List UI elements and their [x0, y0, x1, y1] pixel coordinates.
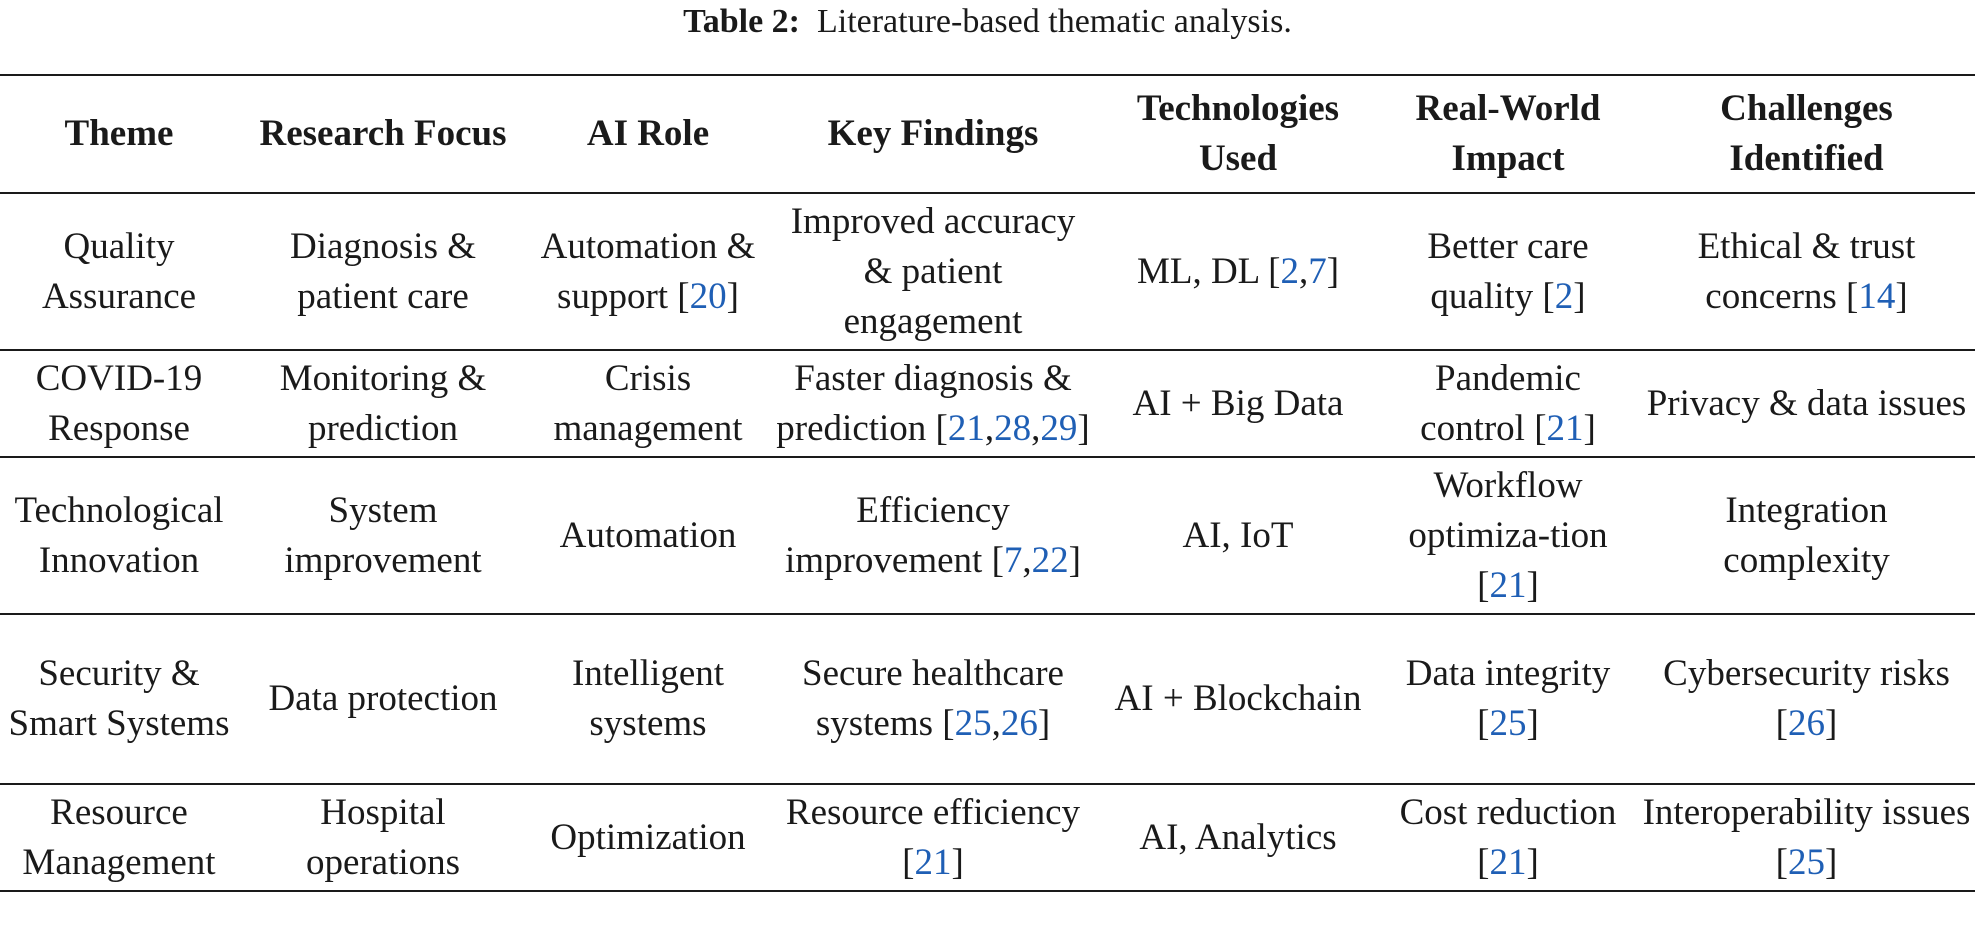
cell-text: Ethical & trust concerns [: [1697, 225, 1916, 317]
cell-text: Cost reduction [: [1399, 791, 1617, 883]
citation-close: ]: [1583, 407, 1596, 449]
cell-ai-role: Automation: [528, 457, 768, 614]
table-row: [0, 784, 1975, 891]
header-ai-role: AI Role: [528, 75, 768, 193]
cell-text: Faster diagnosis & prediction [: [776, 357, 1072, 449]
cell-research-focus: Data protection: [238, 614, 528, 784]
cell-technologies-used: AI, Analytics: [1098, 784, 1378, 891]
citation-link[interactable]: 22: [1031, 539, 1069, 581]
header-key-findings: Key Findings: [768, 75, 1098, 193]
cell-text: Secure healthcare systems [: [802, 653, 1064, 744]
citation-link[interactable]: 21: [1489, 564, 1527, 606]
citation-link[interactable]: 2: [1554, 275, 1574, 317]
cell-key-findings: Improved accuracy & patient engagement: [768, 193, 1098, 350]
cell-text: Efficiency improvement [: [785, 489, 1010, 581]
citation-close: ]: [1326, 250, 1340, 292]
header-row: [0, 75, 1975, 193]
cell-real-world-impact: [1378, 784, 1638, 891]
cell-research-focus: Hospital operations: [238, 784, 528, 891]
citation-link[interactable]: 7: [1308, 250, 1327, 292]
cell-research-focus: System improvement: [238, 457, 528, 614]
cell-real-world-impact: [1378, 614, 1638, 784]
citation-link[interactable]: 25: [1489, 703, 1527, 744]
citation-link[interactable]: 21: [1489, 841, 1527, 883]
citation-link[interactable]: 7: [1003, 539, 1023, 581]
cell-challenges-identified: [1638, 614, 1975, 784]
cell-technologies-used: AI + Blockchain: [1098, 614, 1378, 784]
cell-theme: Quality Assurance: [0, 193, 238, 350]
citation-link[interactable]: 21: [1546, 407, 1584, 449]
cell-text: Automation & support [: [540, 225, 756, 317]
table-row: [0, 193, 1975, 350]
header-theme: Theme: [0, 75, 238, 193]
caption-label: Table 2:: [683, 3, 800, 40]
cell-text: Cybersecurity risks [: [1663, 653, 1950, 744]
cell-key-findings: Efficiency improvement [7,22]: [768, 457, 1098, 614]
cell-key-findings: Faster diagnosis & prediction [21,28,29]: [768, 350, 1098, 457]
cell-research-focus: Monitoring & prediction: [238, 350, 528, 457]
cell-theme: COVID-19 Response: [0, 350, 238, 457]
cell-theme: Technological Innovation: [0, 457, 238, 614]
citation-close: ]: [1526, 841, 1539, 883]
cell-ai-role: Crisis management: [528, 350, 768, 457]
citation-link[interactable]: 20: [689, 275, 727, 317]
cell-ai-role: Intelligent systems: [528, 614, 768, 784]
cell-technologies-used: ML, DL [2,7]: [1098, 193, 1378, 350]
citation-link[interactable]: 26: [1788, 703, 1825, 744]
citation-link[interactable]: 14: [1858, 275, 1896, 317]
header-real-world-impact: Real-World Impact: [1378, 75, 1638, 193]
cell-text: Workflow optimiza-tion [: [1408, 464, 1608, 606]
citation-close: ]: [1526, 703, 1539, 744]
header-technologies-used: Technologies Used: [1098, 75, 1378, 193]
cell-technologies-used: AI + Big Data: [1098, 350, 1378, 457]
table-row: [0, 350, 1975, 457]
citation-close: ]: [1068, 539, 1081, 581]
cell-theme: Security & Smart Systems: [0, 614, 238, 784]
citation-close: ]: [1573, 275, 1586, 317]
citation-link[interactable]: 26: [1000, 703, 1038, 744]
table-caption: [0, 0, 1975, 44]
citation-close: ]: [726, 275, 739, 317]
cell-key-findings: Secure healthcare systems [25,26]: [768, 614, 1098, 784]
cell-theme: Resource Management: [0, 784, 238, 891]
citation-link[interactable]: 21: [914, 841, 952, 883]
cell-research-focus: Diagnosis & patient care: [238, 193, 528, 350]
cell-technologies-used: AI, IoT: [1098, 457, 1378, 614]
header-research-focus: Research Focus: [238, 75, 528, 193]
cell-text: Resource efficiency [: [785, 791, 1081, 883]
cell-text: Interoperability issues [: [1642, 791, 1971, 883]
cell-key-findings: [768, 784, 1098, 891]
citation-close: ]: [1037, 703, 1051, 744]
citation-close: ]: [1077, 407, 1090, 449]
cell-challenges-identified: [1638, 784, 1975, 891]
table-row: [0, 457, 1975, 614]
thematic-analysis-table: [0, 74, 1975, 892]
citation-close: ]: [1526, 564, 1539, 606]
cell-text: Better care quality [: [1427, 225, 1589, 317]
citation-link[interactable]: 28: [994, 407, 1032, 449]
citation-link[interactable]: 29: [1040, 407, 1078, 449]
citation-close: ]: [1895, 275, 1908, 317]
cell-text: Data integrity [: [1405, 653, 1611, 744]
citation-link[interactable]: 25: [954, 703, 992, 744]
cell-ai-role: Optimization: [528, 784, 768, 891]
cell-real-world-impact: [1378, 350, 1638, 457]
citation-close: ]: [1825, 841, 1838, 883]
cell-challenges-identified: Integration complexity: [1638, 457, 1975, 614]
citation-link[interactable]: 21: [947, 407, 985, 449]
cell-real-world-impact: [1378, 457, 1638, 614]
citation-link[interactable]: 25: [1788, 841, 1825, 883]
cell-challenges-identified: [1638, 193, 1975, 350]
header-challenges-identified: Challenges Identified: [1638, 75, 1975, 193]
cell-real-world-impact: [1378, 193, 1638, 350]
citation-close: ]: [951, 841, 964, 883]
cell-challenges-identified: Privacy & data issues: [1638, 350, 1975, 457]
cell-ai-role: [528, 193, 768, 350]
caption-text: Literature-based thematic analysis.: [816, 3, 1292, 40]
cell-text: Pandemic control [: [1420, 357, 1581, 449]
citation-close: ]: [1825, 703, 1838, 744]
table-row: [0, 614, 1975, 784]
cell-text: ML, DL [: [1136, 250, 1281, 292]
citation-link[interactable]: 2: [1280, 250, 1299, 292]
